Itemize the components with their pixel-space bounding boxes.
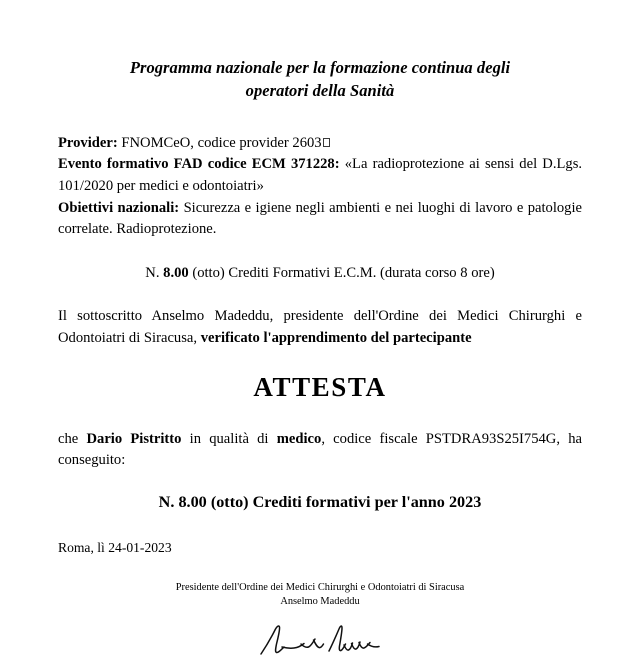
provider-value: FNOMCeO, codice provider 2603: [121, 134, 322, 151]
recipient-block: [58, 429, 582, 472]
course-details-block: [58, 133, 582, 241]
provider-line: [58, 133, 582, 155]
recipient-role: medico: [276, 430, 322, 447]
event-title-part-2: D.Lgs. 101/2020 per medici e odontoiatri»: [58, 156, 583, 195]
recipient-suffix: , ha: [556, 430, 582, 447]
recipient-name: Dario Pistritto: [86, 430, 182, 447]
recipient-continuation: conseguito:: [58, 452, 126, 469]
event-title-part-1: «La radioprotezione ai sensi del: [344, 156, 538, 173]
recipient-line: [58, 429, 582, 472]
signature-block: [58, 581, 582, 609]
place-and-date: Roma, lì 24-01-2023: [58, 539, 172, 555]
event-label: Evento formativo FAD codice ECM 371228:: [58, 156, 340, 173]
attesta-heading: ATTESTA: [253, 372, 387, 403]
result-line: N. 8.00 (otto) Crediti formativi per l'anno 2023: [158, 493, 482, 512]
page-title-line-2: operatori della Sanità: [245, 81, 395, 101]
credits-suffix: (otto) Crediti Formativi E.C.M. (durata corso 8 ore): [192, 264, 495, 281]
missing-character-box-icon: [323, 138, 330, 147]
declaration-emphasis: verificato l'apprendimento del partecipante: [200, 329, 472, 346]
page-title: [58, 0, 582, 103]
handwritten-signature-icon: [255, 621, 385, 661]
declaration-block: [58, 306, 582, 349]
signatory-role: Presidente dell'Ordine dei Medici Chirurghi e Odontoiatri di Siracusa: [175, 581, 465, 593]
fiscal-code-label: , codice fiscale: [321, 430, 418, 447]
credits-prefix: N.: [145, 264, 160, 281]
declaration-part-2: Odontoiatri di Siracusa,: [58, 329, 198, 346]
declaration-part-1: Il sottoscritto Anselmo Madeddu, presidente dell'Ordine dei Medici Chirurghi e: [58, 307, 582, 324]
fiscal-code-value: PSTDRA93S25I754G: [425, 430, 557, 447]
provider-label: Provider:: [58, 134, 118, 151]
objectives-text-part-2: patologie correlate. Radioprotezione.: [58, 199, 583, 238]
page-title-line-1: Programma nazionale per la formazione continua degli: [129, 58, 511, 77]
objectives-text-part-1: Sicurezza e igiene negli ambienti e nei luoghi di lavoro e: [183, 199, 524, 216]
recipient-role-prefix: in qualità di: [189, 430, 269, 447]
signatory-name: Anselmo Madeddu: [280, 595, 360, 607]
signature-image-wrap: [58, 621, 582, 661]
declaration-text: [58, 306, 582, 349]
event-line: [58, 154, 582, 197]
objectives-label: Obiettivi nazionali:: [58, 199, 180, 216]
recipient-intro: che: [58, 430, 79, 447]
credits-line: [58, 263, 582, 284]
credits-amount: 8.00: [163, 264, 189, 281]
objectives-line: [58, 198, 582, 241]
